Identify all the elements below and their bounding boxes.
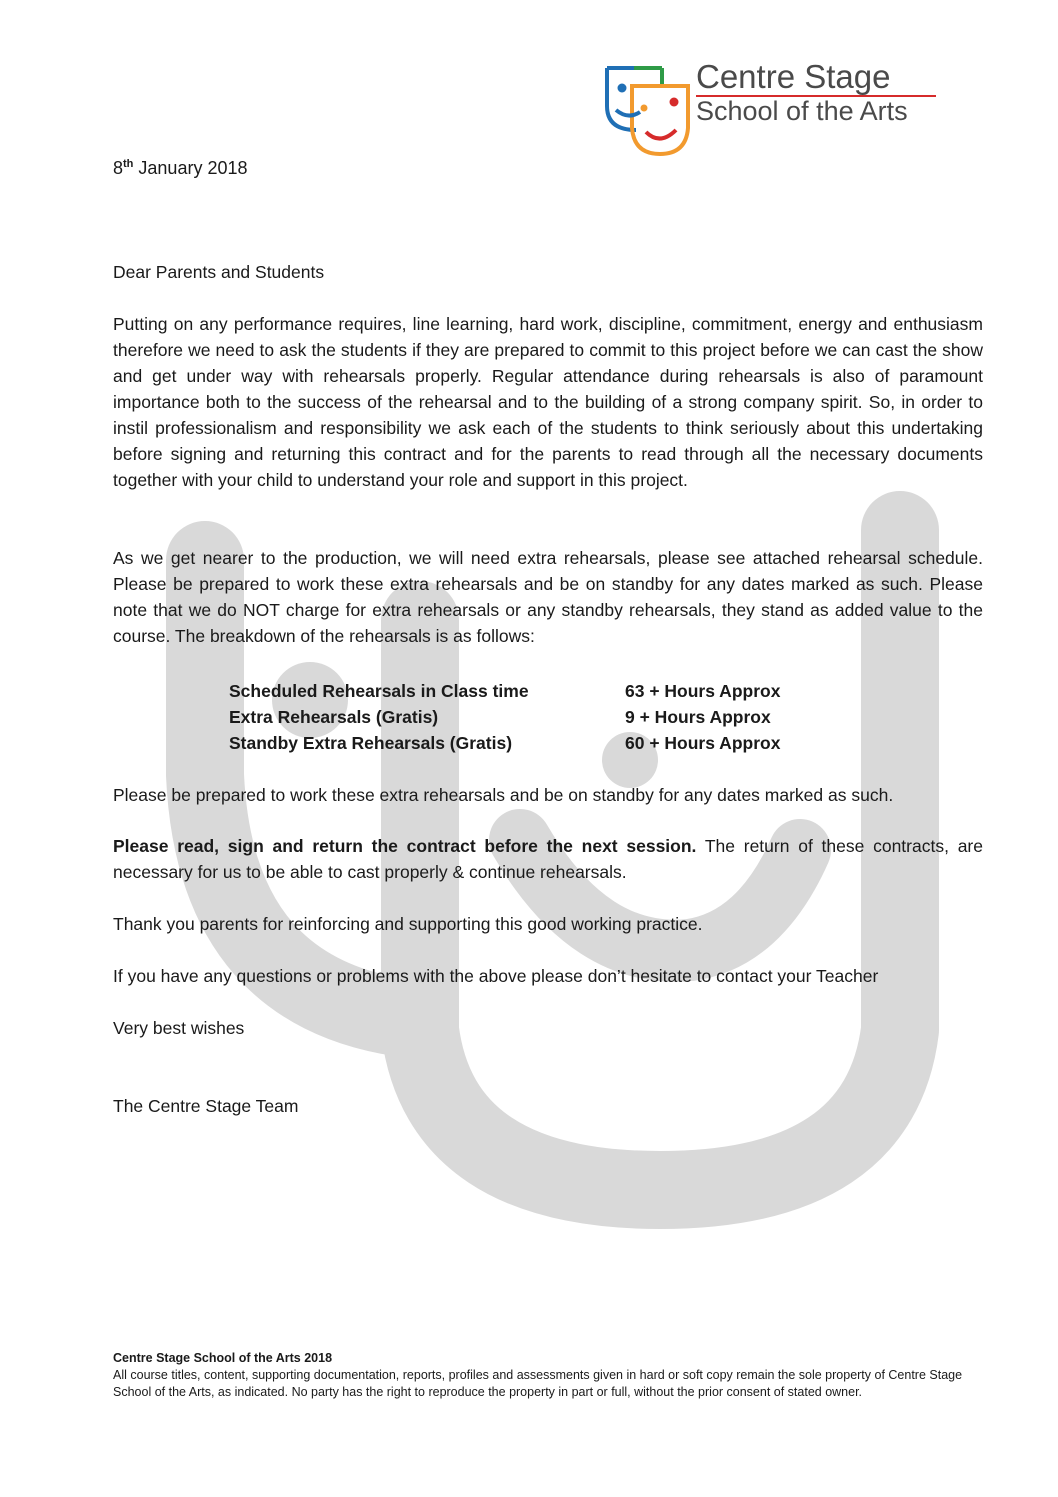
theatre-masks-icon <box>604 56 694 160</box>
date-day: 8 <box>113 158 124 178</box>
rehearsal-hours-list <box>229 678 849 756</box>
salutation: Dear Parents and Students <box>113 262 325 282</box>
footer-title: Centre Stage School of the Arts 2018 <box>113 1351 333 1365</box>
logo-subtitle: School of the Arts <box>696 96 908 126</box>
contract-instruction: Please read, sign and return the contract before the next session. <box>113 836 697 856</box>
footer <box>113 1350 983 1401</box>
date-suffix: th <box>123 158 134 170</box>
hours-value: 9 + Hours Approx <box>625 707 771 727</box>
paragraph-standby: Please be prepared to work these extra rehearsals and be on standby for any dates marked as such. <box>113 785 894 805</box>
paragraph-extra-rehearsals: As we get nearer to the production, we will need extra rehearsals, please see attached rehearsal schedule. Please be prepared to work these extra rehearsals and be on standby for any dates marked as such. Please note that we do NOT charge for extra rehearsals or any standby rehearsals, they stand as added value to the course. The breakdown of the rehearsals is as follows: <box>113 548 983 646</box>
paragraph-commitment: Putting on any performance requires, line learning, hard work, discipline, commitment, energy and enthusiasm therefore we need to ask the students if they are prepared to commit to this project before we can cast the show and get under way with rehearsals properly. Regular attendance during rehearsals is also of paramount importance both to the success of the rehearsal and to the building of a strong company spirit. So, in order to instil professionalism and responsibility we ask each of the students to think seriously about this undertaking before signing and returning this contract and for the parents to read through all the necessary documents together with your child to understand your role and support in this project. <box>113 314 983 490</box>
hours-label: Extra Rehearsals (Gratis) <box>229 707 439 727</box>
letter-date <box>113 156 248 180</box>
logo-title: Centre Stage <box>696 58 891 95</box>
hours-label: Scheduled Rehearsals in Class time <box>229 681 529 701</box>
hours-value: 63 + Hours Approx <box>625 681 781 701</box>
hours-row <box>229 730 849 756</box>
date-month-year: January 2018 <box>133 158 248 178</box>
hours-value: 60 + Hours Approx <box>625 733 781 753</box>
signature: The Centre Stage Team <box>113 1096 299 1116</box>
contract-reason: The return of these contracts, are necessary for us to be able to cast properly & continue rehearsals. <box>113 836 983 882</box>
school-logo <box>604 56 944 160</box>
footer-copyright: All course titles, content, supporting documentation, reports, profiles and assessments given in hard or soft copy remain the sole property of Centre Stage School of the Arts, as indicated. No party has the right to reproduce the property in part or full, without the prior consent of stated owner. <box>113 1368 963 1399</box>
paragraph-contract <box>113 833 983 885</box>
hours-row <box>229 678 849 704</box>
hours-label: Standby Extra Rehearsals (Gratis) <box>229 733 513 753</box>
hours-row <box>229 704 849 730</box>
paragraph-questions: If you have any questions or problems with the above please don’t hesitate to contact your Teacher <box>113 966 879 986</box>
closing: Very best wishes <box>113 1018 245 1038</box>
paragraph-thanks: Thank you parents for reinforcing and supporting this good working practice. <box>113 914 703 934</box>
